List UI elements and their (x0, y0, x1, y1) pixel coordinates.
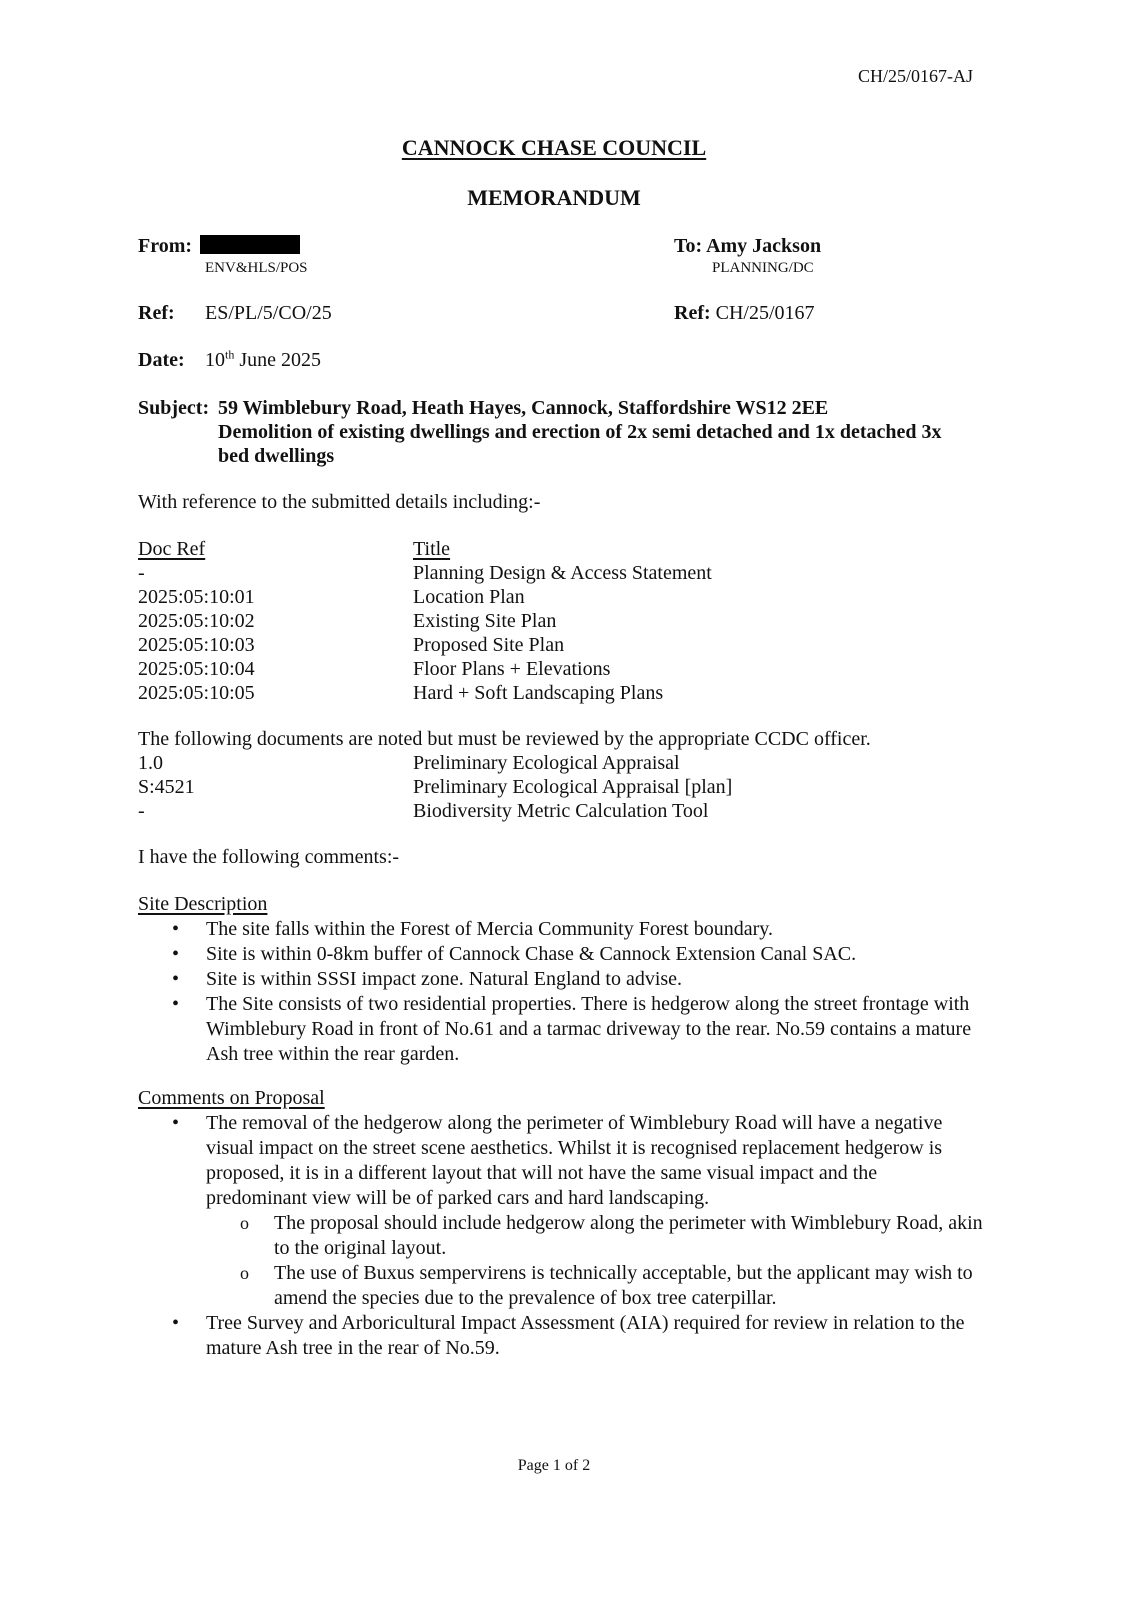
document-type: MEMORANDUM (467, 185, 641, 210)
doc-title: Biodiversity Metric Calculation Tool (413, 800, 709, 822)
sub-list-item: o The proposal should include hedgerow along the perimeter with Wimblebury Road, akin to the original layout. (206, 1211, 983, 1261)
doc-title: Preliminary Ecological Appraisal [plan] (413, 776, 733, 798)
table-row (138, 776, 733, 799)
doc-ref: - (138, 562, 145, 584)
list-item: • The Site consists of two residential properties. There is hedgerow along the street frontage with Wimblebury Road in front of No.61 and a tarmac driveway to the rear. No.59 contains a mature Ash tree within the rear garden. (138, 992, 983, 1067)
date-label: Date: (138, 349, 185, 371)
doc-ref-heading: Doc Ref (138, 538, 206, 560)
list-item: • The site falls within the Forest of Mercia Community Forest boundary. (138, 917, 983, 942)
to-ref-value: CH/25/0167 (715, 302, 815, 324)
list-item: • Site is within SSSI impact zone. Natural England to advise. (138, 967, 983, 992)
proposal-sub-list (206, 1211, 983, 1311)
doc-title: Hard + Soft Landscaping Plans (413, 682, 664, 704)
to-ref (674, 302, 815, 325)
table-row (138, 586, 525, 609)
docs-table-header (138, 538, 451, 561)
date-suffix: th (225, 347, 235, 362)
from-field (138, 235, 300, 258)
to-ref-label: Ref: (674, 302, 711, 324)
subject-line-1: 59 Wimblebury Road, Heath Hayes, Cannock, Staffordshire WS12 2EE (218, 397, 829, 419)
page-number: Page 1 of 2 (517, 1457, 591, 1474)
subject-line-3: bed dwellings (218, 445, 335, 467)
table-row (138, 752, 680, 775)
table-row (138, 800, 709, 823)
doc-ref: 2025:05:10:05 (138, 682, 255, 704)
table-row (138, 658, 611, 681)
list-item: • Tree Survey and Arboricultural Impact Assessment (AIA) required for review in relation to the mature Ash tree in the rear of No.59. (138, 1311, 983, 1361)
table-row (138, 682, 664, 705)
to-field (674, 235, 821, 258)
date-day: 10 (205, 349, 225, 371)
doc-ref: 2025:05:10:01 (138, 586, 255, 608)
list-item: • Site is within 0-8km buffer of Cannock Chase & Cannock Extension Canal SAC. (138, 942, 983, 967)
doc-title: Proposed Site Plan (413, 634, 565, 656)
to-label: To: (674, 235, 703, 257)
subject-label: Subject: (138, 397, 210, 419)
to-name: Amy Jackson (706, 235, 822, 257)
doc-title: Planning Design & Access Statement (413, 562, 712, 584)
from-label: From: (138, 235, 193, 257)
proposal-comments-list (138, 1111, 983, 1361)
doc-title: Floor Plans + Elevations (413, 658, 611, 680)
doc-title: Preliminary Ecological Appraisal (413, 752, 680, 774)
doc-ref: 1.0 (138, 752, 163, 774)
doc-ref: 2025:05:10:02 (138, 610, 255, 632)
doc-ref: 2025:05:10:03 (138, 634, 255, 656)
proposal-comment-text: The removal of the hedgerow along the perimeter of Wimblebury Road will have a negative visual impact on the street scene aesthetics. Whilst it is recognised replacement hedgerow is proposed, it is in a different layout that will not have the same visual impact and the predominant view will be of parked cars and hard landscaping. (206, 1112, 943, 1209)
title-heading: Title (413, 538, 451, 560)
list-item (138, 1111, 983, 1311)
doc-ref: 2025:05:10:04 (138, 658, 255, 680)
comments-intro: I have the following comments:- (138, 846, 400, 868)
council-title: CANNOCK CHASE COUNCIL (401, 135, 707, 160)
intro-text: With reference to the submitted details including:- (138, 491, 541, 513)
table-row (138, 562, 712, 585)
subject-line-2: Demolition of existing dwellings and erection of 2x semi detached and 1x detached 3x (218, 421, 942, 443)
date-value (205, 349, 321, 372)
doc-title: Existing Site Plan (413, 610, 557, 632)
from-ref-label: Ref: (138, 302, 175, 324)
to-department: PLANNING/DC (712, 260, 814, 276)
from-ref-value: ES/PL/5/CO/25 (205, 302, 332, 324)
header-reference: CH/25/0167-AJ (858, 66, 974, 86)
noted-intro: The following documents are noted but must be reviewed by the appropriate CCDC officer. (138, 728, 871, 750)
doc-ref: S:4521 (138, 776, 195, 798)
site-description-list (138, 917, 983, 1067)
doc-title: Location Plan (413, 586, 525, 608)
doc-ref: - (138, 800, 145, 822)
site-description-heading: Site Description (138, 893, 268, 915)
table-row (138, 634, 565, 657)
table-row (138, 610, 557, 633)
comments-on-proposal-heading: Comments on Proposal (138, 1087, 325, 1109)
from-department: ENV&HLS/POS (205, 260, 308, 276)
sub-list-item: o The use of Buxus sempervirens is technically acceptable, but the applicant may wish to amend the species due to the prevalence of box tree caterpillar. (206, 1261, 983, 1311)
redacted-name (200, 235, 300, 254)
date-rest: June 2025 (234, 349, 322, 371)
